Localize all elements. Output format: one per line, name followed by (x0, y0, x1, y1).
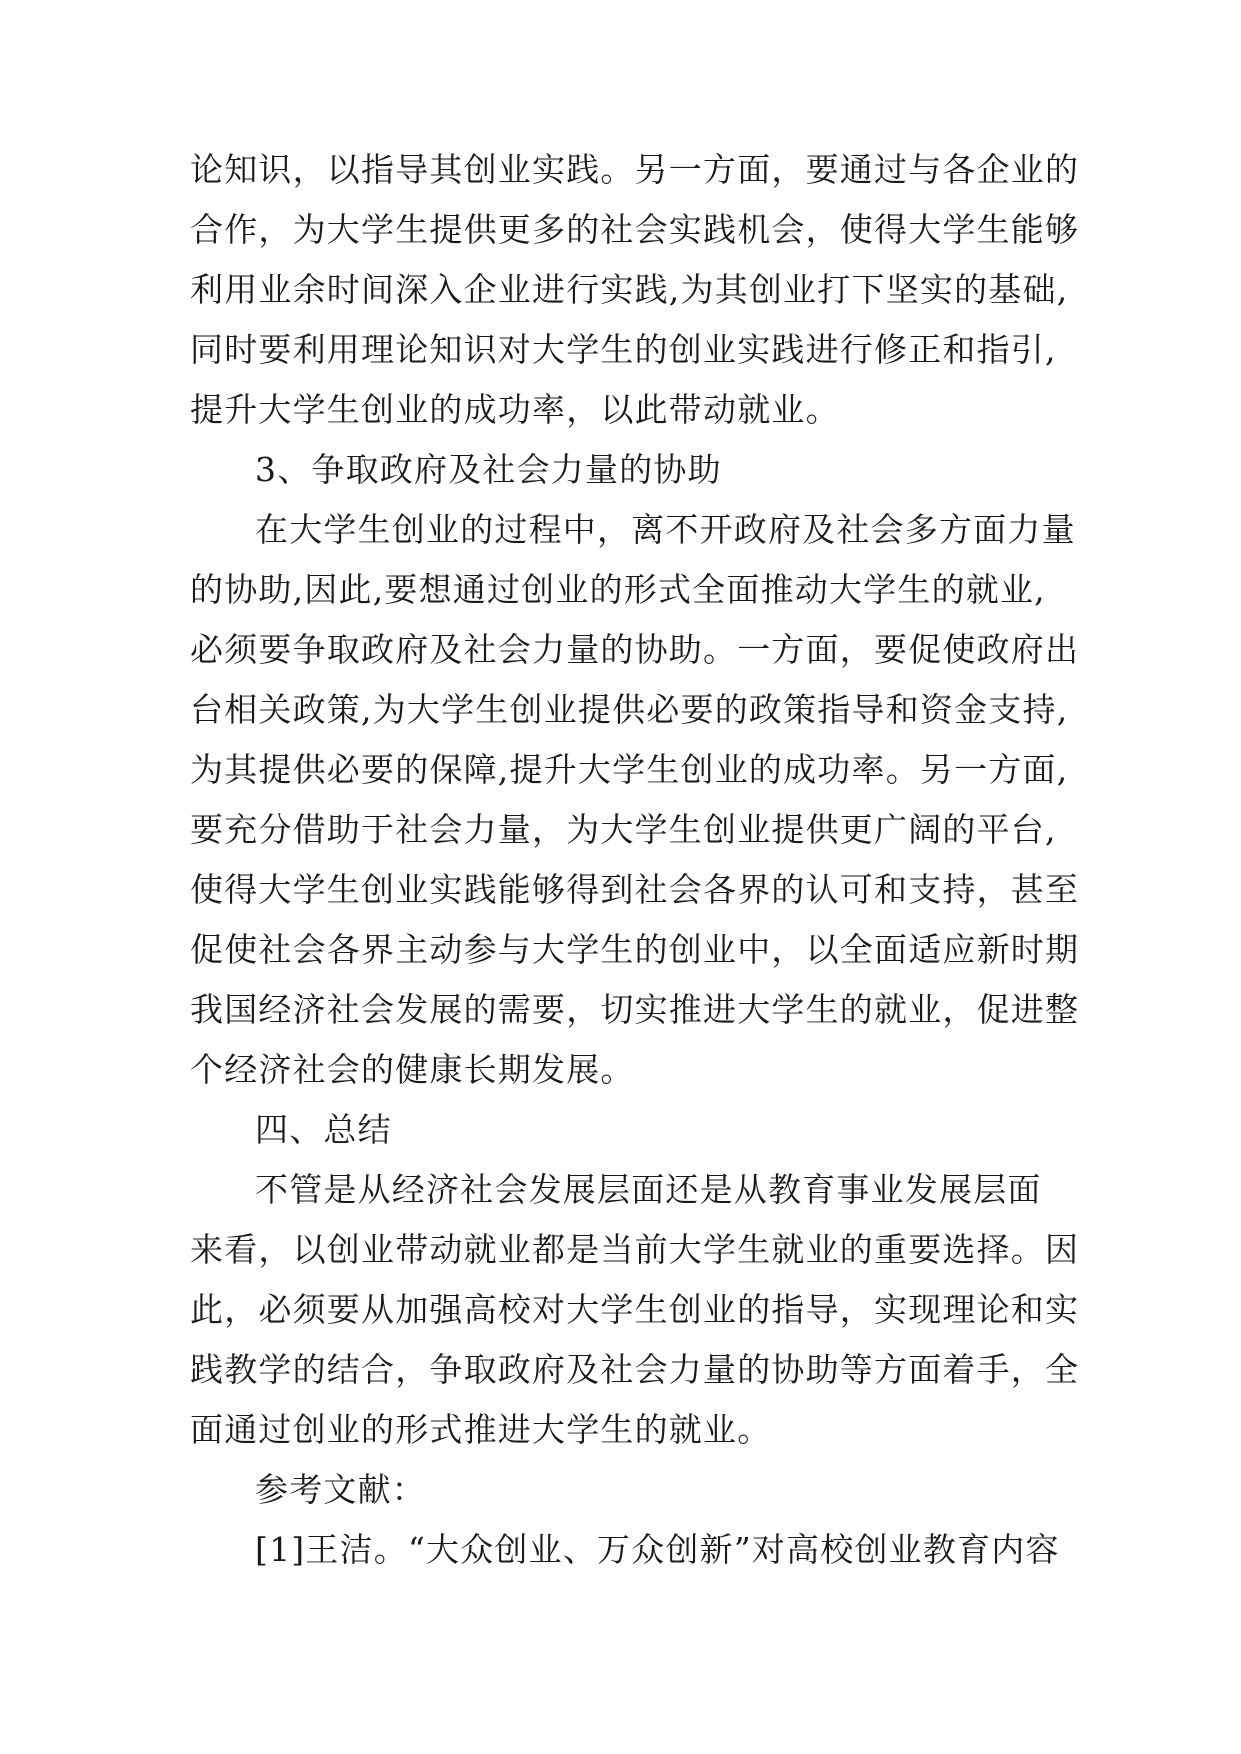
text-line: 同时要利用理论知识对大学生的创业实践进行修正和指引, (190, 330, 1057, 369)
text-line: 促使社会各界主动参与大学生的创业中，以全面适应新时期 (190, 930, 1080, 969)
text-line: 我国经济社会发展的需要，切实推进大学生的就业，促进整 (190, 990, 1080, 1029)
section-heading: 3、争取政府及社会力量的协助 (255, 450, 722, 489)
text-line: 利用业余时间深入企业进行实践,为其创业打下坚实的基础, (190, 270, 1069, 309)
text-line: 论知识，以指导其创业实践。另一方面，要通过与各企业的 (190, 150, 1080, 189)
references-heading: 参考文献： (255, 1470, 426, 1509)
text-line: 践教学的结合，争取政府及社会力量的协助等方面着手，全 (190, 1350, 1080, 1389)
section-heading: 四、总结 (255, 1110, 392, 1149)
text-line: 在大学生创业的过程中，离不开政府及社会多方面力量 (255, 510, 1076, 549)
text-line: 的协助,因此,要想通过创业的形式全面推动大学生的就业, (190, 570, 1046, 609)
text-line: 提升大学生创业的成功率，以此带动就业。 (190, 390, 840, 429)
text-line: 合作，为大学生提供更多的社会实践机会，使得大学生能够 (190, 210, 1080, 249)
text-line: 面通过创业的形式推进大学生的就业。 (190, 1410, 772, 1449)
text-line: 使得大学生创业实践能够得到社会各界的认可和支持，甚至 (190, 870, 1080, 909)
text-line: 台相关政策,为大学生创业提供必要的政策指导和资金支持, (190, 690, 1069, 729)
text-line: 为其提供必要的保障,提升大学生创业的成功率。另一方面, (190, 750, 1069, 789)
text-line: 此，必须要从加强高校对大学生创业的指导，实现理论和实 (190, 1290, 1080, 1329)
text-line: 必须要争取政府及社会力量的协助。一方面，要促使政府出 (190, 630, 1080, 669)
text-line: 要充分借助于社会力量，为大学生创业提供更广阔的平台, (190, 810, 1057, 849)
text-line: 不管是从经济社会发展层面还是从教育事业发展层面 (255, 1170, 1042, 1209)
text-line: 个经济社会的健康长期发展。 (190, 1050, 635, 1089)
text-line: 来看，以创业带动就业都是当前大学生就业的重要选择。因 (190, 1230, 1080, 1269)
reference-item: [1]王洁。“大众创业、万众创新”对高校创业教育内容 (255, 1530, 1060, 1569)
